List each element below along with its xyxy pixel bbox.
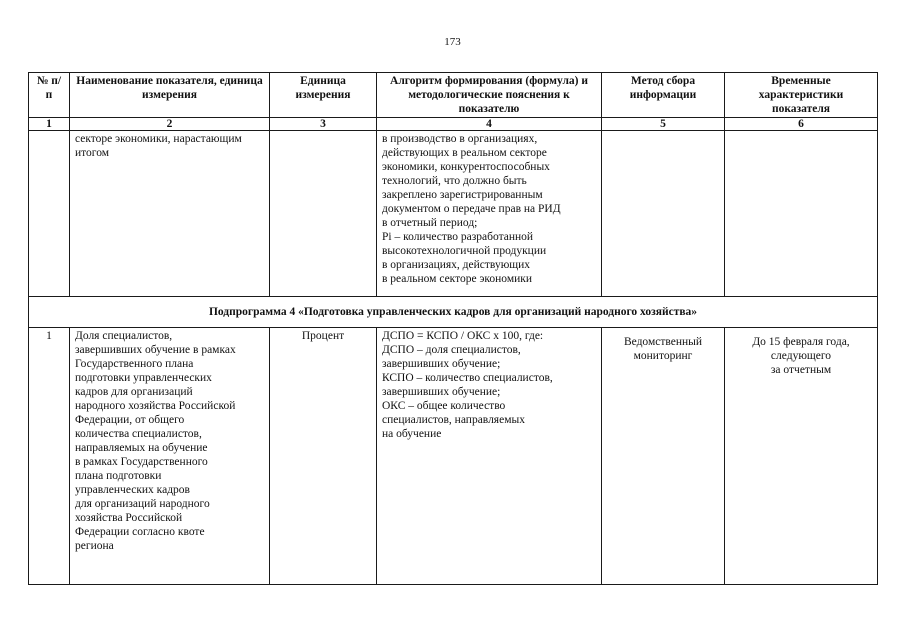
name-line: для организаций народного [75,498,210,510]
algorithm-line: ДСПО – доля специалистов, [382,344,521,356]
name-line: хозяйства Российской [75,512,183,524]
page-number: 173 [444,36,461,48]
column-number: 3 [270,118,377,131]
algorithm-line: на обучение [382,428,442,440]
algorithm-line: технологий, что должно быть [382,175,527,187]
cell-algorithm [377,328,602,585]
cell-number [29,131,70,297]
time-line: за отчетным [770,364,832,376]
header-indicator-name: Наименование показателя, единица измерения [70,73,270,118]
time-line: До 15 февраля года, [752,336,850,348]
cell-indicator-name [70,328,270,585]
time-line: следующего [770,350,832,362]
algorithm-line: закреплено зарегистрированным [382,189,543,201]
algorithm-line: в реальном секторе экономики [382,273,533,285]
name-line: Федерации согласно квоте [75,526,205,538]
name-line: завершивших обучение в рамках [75,344,236,356]
algorithm-line: высокотехнологичной продукции [382,245,547,257]
header-time: Временные характеристики показателя [725,73,878,118]
column-number: 5 [602,118,725,131]
algorithm-line: документом о передаче прав на РИД [382,203,561,215]
table-row [29,328,878,585]
name-line: Государственного плана [75,358,194,370]
name-line: направляемых на обучение [75,442,208,454]
algorithm-line: завершивших обучение; [382,386,501,398]
name-line: подготовки управленческих [75,372,212,384]
algorithm-line: в отчетный период; [382,217,478,229]
name-line: управленческих кадров [75,484,190,496]
algorithm-line: экономики, конкурентоспособных [382,161,550,173]
column-number: 2 [70,118,270,131]
method-line: мониторинг [633,350,693,362]
column-number: 1 [29,118,70,131]
algorithm-line: в производство в организациях, [382,133,538,145]
cell-unit [270,131,377,297]
name-line: кадров для организаций [75,386,193,398]
cell-algorithm [377,131,602,297]
algorithm-line: КСПО – количество специалистов, [382,372,553,384]
header-unit: Единица измерения [270,73,377,118]
column-number: 4 [377,118,602,131]
subprogram-title: Подпрограмма 4 «Подготовка управленческих кадров для организаций народного хозяйства» [29,297,878,328]
indicators-table [28,72,878,585]
algorithm-line: ОКС – общее количество [382,400,506,412]
algorithm-line: действующих в реальном секторе [382,147,547,159]
header-method: Метод сбора информации [602,73,725,118]
algorithm-line: ДСПО = КСПО / ОКС х 100, где: [382,330,544,342]
algorithm-line: завершивших обучение; [382,358,501,370]
cell-time [725,328,878,585]
subprogram-row [29,297,878,328]
cell-method [602,131,725,297]
name-line: Федерации, от общего [75,414,185,426]
cell-method [602,328,725,585]
algorithm-line: Pi – количество разработанной [382,231,534,243]
header-algorithm: Алгоритм формирования (формула) и методологические пояснения к показателю [377,73,602,118]
cell-time [725,131,878,297]
continuation-row [29,131,878,297]
cell-number: 1 [29,328,70,585]
name-line: Доля специалистов, [75,330,173,342]
name-line: народного хозяйства Российской [75,400,236,412]
algorithm-line: специалистов, направляемых [382,414,525,426]
algorithm-line: в организациях, действующих [382,259,531,271]
column-number: 6 [725,118,878,131]
cell-indicator-name: секторе экономики, нарастающим итогом [70,131,270,297]
name-line: региона [75,540,114,552]
header-number: № п/п [29,73,70,118]
table-header-row [29,73,878,118]
name-line: плана подготовки [75,470,162,482]
name-line: в рамках Государственного [75,456,208,468]
cell-unit: Процент [270,328,377,585]
column-number-row [29,118,878,131]
method-line: Ведомственный [623,336,703,348]
name-line: количества специалистов, [75,428,202,440]
